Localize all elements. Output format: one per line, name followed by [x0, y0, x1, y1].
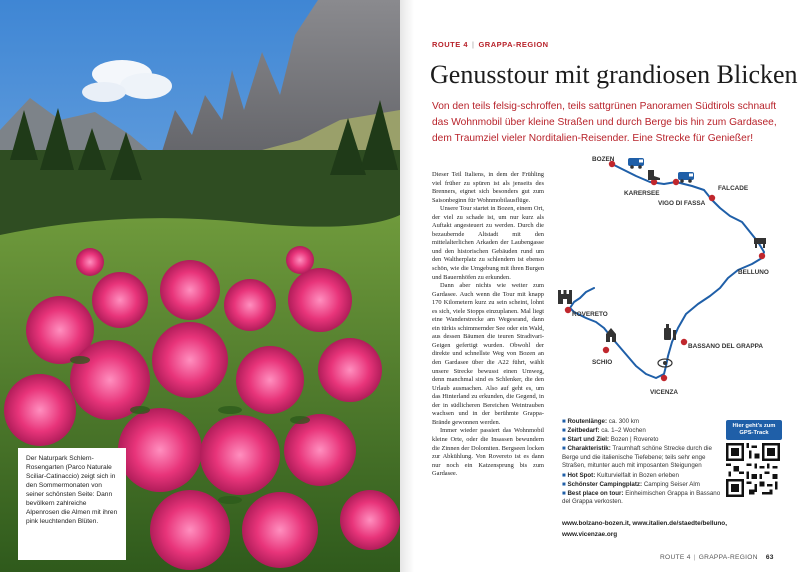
qr-code-icon[interactable]: [726, 443, 780, 497]
label-bassano: BASSANO DEL GRAPPA: [688, 343, 764, 350]
article-lede: Von den teils felsig-schroffen, teils sattgrünen Panoramen Südtirols schnauft das Wohnmobil über kleine Straßen und durch Berge bis hin zum Gardasee, dem Traumziel vieler Norditalien-Reisender. Eine Strecke für Genießer!: [432, 101, 777, 144]
info-row: ■ Start und Ziel: Bozen | Rovereto: [562, 436, 659, 444]
footer-route: ROUTE 4: [660, 554, 691, 561]
info-row: ■ Charakteristik: Traumhaft schöne Strecke durch die Berge und die italienische Tiefebene; teils sehr enge Straßen, mitunter auch mit imposanten Steigungen: [562, 445, 712, 470]
body-paragraph: Immer wieder passiert das Wohnmobil kleine Orte, oder die Insassen bewundern die Zinnen der Dolomiten. Bergseen locken zur Abkühlung. Von Rovereto ist es dann nur noch ein Katzensprung bis zum Gardasee.: [432, 427, 544, 478]
link-line[interactable]: www.bolzano-bozen.it, www.italien.de/staedte/belluno,: [562, 520, 727, 527]
stop-vigo: [673, 179, 679, 185]
route-info-list: [562, 418, 724, 507]
stop-rovereto: [565, 307, 571, 313]
label-belluno: BELLUNO: [738, 269, 769, 276]
photo-caption: Der Naturpark Schlern-Rosengarten (Parco Naturale Sciliar-Catinaccio) zeigt sich in den Sommermonaten von seiner schönsten Seite: Dann bevölkern zahlreiche Alpenrosen die Almen mit ihren pink leuchtenden Blüten.: [18, 448, 126, 560]
page-number: 63: [765, 554, 774, 561]
church-icon: [606, 328, 616, 342]
label-bozen: BOZEN: [592, 156, 615, 163]
label-falcade: FALCADE: [718, 185, 749, 192]
stop-vicenza: [661, 375, 667, 381]
body-text-column: [432, 171, 544, 479]
stop-bassano: [681, 339, 687, 345]
body-paragraph: Dieser Teil Italiens, in dem der Frühling viel früher zu spüren ist als jenseits des Brenners, eignet sich besonders gut zum Saisonbeginn für Wohnmobilausflüge.: [432, 171, 544, 204]
label-rovereto: ROVERETO: [572, 311, 608, 318]
page-footer: ROUTE 4 | GRAPPA-REGION 63: [660, 554, 774, 561]
info-row: ■ Best place on tour: Einheimischen Grappa in Bassano del Grappa verkosten.: [562, 489, 721, 506]
motorhome-icon: [678, 172, 694, 183]
info-row: ■ Routenlänge: ca. 300 km: [562, 418, 639, 425]
label-vicenza: VICENZA: [650, 389, 679, 396]
article-headline: Genusstour mit grandiosen Blicken: [430, 60, 798, 89]
route-region: GRAPPA-REGION: [478, 40, 549, 49]
route-label: ROUTE 4: [432, 40, 469, 49]
grappa-bottle-icon: [664, 324, 676, 340]
label-vigo: VIGO DI FASSA: [658, 200, 706, 207]
route-map: [552, 152, 784, 408]
info-row: ■ Zeitbedarf: ca. 1–2 Wochen: [562, 427, 646, 435]
gps-track-qr[interactable]: [726, 420, 782, 502]
footer-region: GRAPPA-REGION: [698, 554, 758, 561]
eye-icon: [658, 359, 672, 367]
motorhome-icon: [628, 158, 644, 169]
qr-label: Hier geht's zum GPS-Track: [726, 420, 782, 440]
stop-schio: [603, 347, 609, 353]
label-karersee: KARERSEE: [624, 190, 660, 197]
stop-belluno: [759, 253, 765, 259]
info-row: ■ Hot Spot: Kulturvielfalt in Bozen erleben: [562, 471, 679, 479]
label-schio: SCHIO: [592, 359, 613, 366]
hiking-boot-icon: [648, 170, 660, 180]
stop-falcade: [709, 195, 715, 201]
castle-icon: [558, 290, 572, 304]
body-paragraph: Dann aber nichts wie weiter zum Gardasee. Auch wenn die Tour mit knapp 170 Kilometern kurz zu sein scheint, lohnt es sich, viele Stopps einzuplanen. Mal liegt eine Wanderstrecke am Wegesrand, dann ein türkis schimmernder See oder ein Wald, aus dessen Bäumen die teuren Stradivari-Geigen gefertigt wurden. Obwohl der direkte und schnellste Weg von Bozen an den Gardasee über die A22 führt, wählt unsere Strecke bewusst einen Umweg, denn manchmal sind es Schlenker, die den Urlaub ausmachen. Also auf geht es, um das Hinterland zu erkunden, die Gegend, in der in südlicheren Bereichen Weintrauben wachsen und in der berühmte Grappa-Brände gewonnen werden.: [432, 282, 544, 426]
web-links: [562, 518, 784, 540]
body-paragraph: Unsere Tour startet in Bozen, einem Ort, der viel zu schade ist, um nur kurz als Auftakt angesteuert zu werden. Durch die bezaubernde Altstadt mit den mittelalterlichen Arkaden der Laubengasse und den historischen Gebäuden rund um den Waltherplatz zu schlendern ist ebenso schön, wie die Umgebung mit ihren Burgen und Bauernhöfen zu erkunden.: [432, 205, 544, 281]
page-gutter-shadow: [400, 0, 414, 572]
route-tag: ROUTE 4 | GRAPPA-REGION: [432, 40, 549, 49]
info-row: ■ Schönster Campingplatz: Camping Seiser Alm: [562, 480, 700, 488]
link-line[interactable]: www.vicenzae.org: [562, 531, 618, 538]
